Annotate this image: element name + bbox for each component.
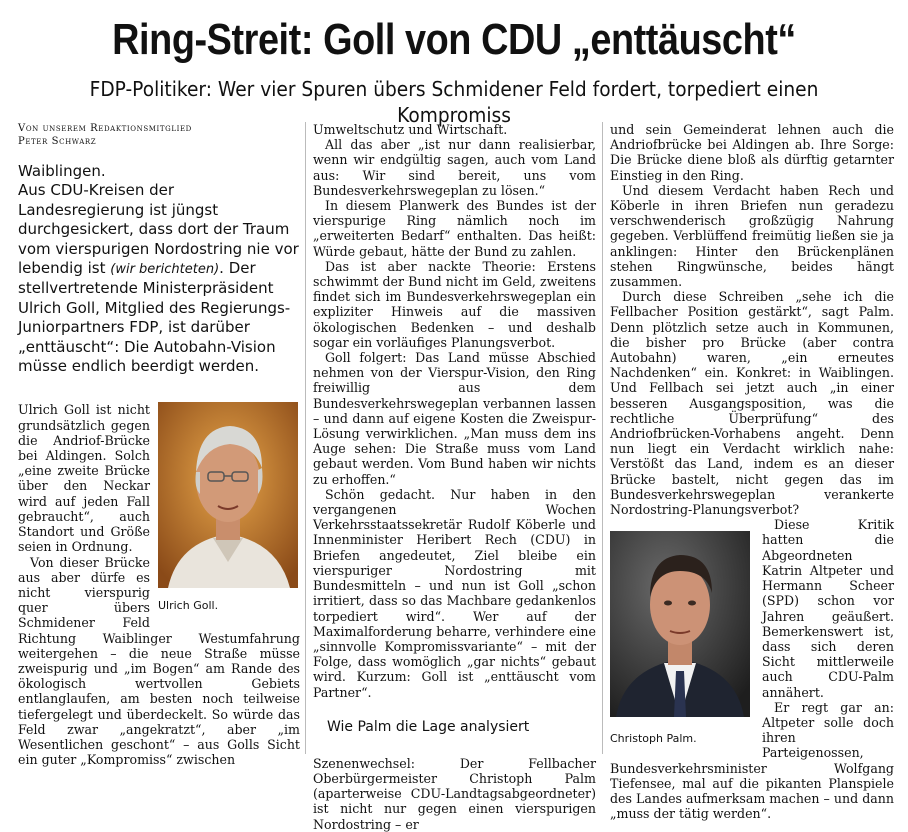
portrait-palm-image: [610, 531, 750, 717]
paragraph: Umweltschutz und Wirtschaft.: [313, 122, 508, 137]
subheadline: FDP-Politiker: Wer vier Spuren übers Schmidener Feld fordert, torpediert einen Kompromiss: [89, 77, 819, 127]
paragraph: Szenenwechsel: Der Fellbacher Oberbürgermeister Christoph Palm (aparterweise CDU-Landtagsabgeordneter) ist nicht nur gegen einen vierspurigen Nordostring – er: [313, 755, 596, 832]
paragraph: Schön gedacht. Nur haben in den vergangenen Wochen Verkehrsstaatssekretär Rudolf Köberle und Innenminister Heribert Rech (CDU) in Briefen angedeutet, Ziel bleibe ein vierspuriger Nordostring mit Bundesmitteln – und nun ist Goll „schon irritiert, dass so das Machbare gedankenlos torpediert wird“. Wer auf der Maximalforderung beharre, verhindere eine „sinnvolle Kompromissvariante“ – mit der Folge, dass womöglich „gar nichts“ gebaut wird. Kurzum: Goll ist „enttäuscht vom Partner“.: [313, 486, 596, 700]
photo-goll: [158, 402, 300, 614]
paragraph: All das aber „ist nur dann realisierbar, wenn wir endgültig sagen, auch vom Land aus: Wir sind bereit, uns vom Bundesverkehrswegeplan zu lösen.“: [313, 137, 596, 198]
column-rule: [602, 122, 603, 754]
column-3: [610, 122, 894, 822]
paragraph: Durch diese Schreiben „sehe ich die Fellbacher Position gestärkt“, sagt Palm. Denn plötzlich setze auch in Kommunen, die bisher pro Brücke (aber contra Autobahn) waren, „ein erneutes Nachdenken“ ein. Konkret: in Waiblingen. Und Fellbach sei jetzt auch „in einer besseren Ausgangsposition, was die rechtliche Überprüfung“ des Andriofbrücken-Vorhabens angeht. Denn nun liegt ein Verdacht wirklich nahe: Verstößt das Land, indem es an dieser Brücke bastelt, nicht gegen das im Bundesverkehrswegeplan verankerte Nordostring-Planungsverbot?: [610, 289, 894, 518]
paragraph: und sein Gemeinderat lehnen auch die Andriofbrücke bei Aldingen ab. Ihre Sorge: Die Brücke diene bloß als dürftig getarnter Einstieg in den Ring.: [610, 122, 894, 183]
portrait-goll-image: [158, 402, 298, 588]
paragraph: Diese Kritik hatten die Abgeordneten Katrin Altpeter und Hermann Scheer (SPD) schon vor Jahren geäußert. Bemerkenswert ist, dass sich deren Sicht mittlerweile auch CDU-Palm annähert.: [762, 517, 894, 700]
paragraph: Er regt gar an: Altpeter solle doch ihren Parteigenossen, Bundesverkehrsminister Wolfgang Tiefensee, mal auf die pikanten Planspiele des Landes aufmerksam machen – und dann „muss der tätig werden“.: [610, 699, 894, 822]
column-rule: [305, 122, 306, 754]
column-2: [313, 122, 596, 832]
byline-author: Peter Schwarz: [18, 136, 97, 147]
byline-line1: Von unserem Redaktionsmitglied: [18, 123, 192, 134]
dateline: Waiblingen.: [18, 162, 106, 180]
paragraph: Das ist aber nackte Theorie: Erstens schwimmt der Bund nicht im Geld, zweitens findet sich im Bundesverkehrswegeplan ein expliziter Hinweis auf die massiven ökologischen Bedenken – und deshalb sogar ein vorläufiges Planungsverbot.: [313, 258, 596, 350]
headline: Ring-Streit: Goll von CDU „enttäuscht“: [112, 15, 796, 64]
photo-palm: [610, 531, 752, 747]
lead-text-end: . Der stellvertretende Ministerpräsident Ulrich Goll, Mitglied des Regierungs-Juniorpartners FDP, ist darüber „enttäuscht“: Die Autobahn-Vision müsse endlich beerdigt werden.: [18, 259, 291, 376]
paragraph: Goll folgert: Das Land müsse Abschied nehmen von der Vierspur-Vision, den Ring freiwillig aus dem Bundesverkehrswegeplan verbannen lassen – und dann auf eigene Kosten die Zweispur-Lösung verwirklichen. „Man muss dem ins Auge sehen: Die Straße muss vom Land gebaut werden. Vom Bund haben wir nichts zu erhoffen.“: [313, 350, 596, 487]
photo-caption-palm: Christoph Palm.: [610, 732, 697, 746]
paragraph: Von dieser Brücke aus aber dürfe es nicht vierspurig quer übers Schmidener Feld Richtung Waiblinger Westumfahrung weitergehen – die neue Straße müsse zweispurig und „im Bogen“ am Rande des ökologisch wertvollen Gebiets entlanglaufen, am besten noch teilweise tiefergelegt und überdeckelt. So würde das Feld zwar „angekratzt“, aber „im Wesentlichen geschont“ – aus Golls Sicht ein guter „Kompromiss“ zwischen: [18, 554, 300, 768]
column-1: [18, 122, 300, 768]
lead-paragraph: [18, 162, 300, 376]
photo-caption-goll: Ulrich Goll.: [158, 599, 219, 613]
paragraph: Ulrich Goll ist nicht grundsätzlich gegen die Andriof-Brücke bei Aldingen. Solch „eine zweite Brücke über den Neckar wird auf jeden Fall gebraucht“, auch Standort und Größe seien in Ordnung.: [18, 402, 150, 555]
paragraph: In diesem Planwerk des Bundes ist der vierspurige Ring nämlich noch im „erweiterten Bedarf“ enthalten. Das heißt: Würde gebaut, hätte der Bund zu zahlen.: [313, 198, 596, 259]
section-subheading: Wie Palm die Lage analysiert: [327, 718, 530, 735]
lead-aside: (wir berichteten): [110, 262, 220, 278]
byline: [18, 122, 300, 148]
paragraph: Und diesem Verdacht haben Rech und Köberle in ihren Briefen nun geradezu verschwenderisch großzügig Nahrung gegeben. Verblüffend freimütig ließen sie ja anklingen: Hinter den Brückenplänen stehen Ringwünsche, beides hängt zusammen.: [610, 182, 894, 290]
lead-text: Aus CDU-Kreisen der Landesregierung ist jüngst durchgesickert, dass dort der Traum vom vierspurigen Nordostring nie vor lebendig ist: [18, 181, 299, 278]
